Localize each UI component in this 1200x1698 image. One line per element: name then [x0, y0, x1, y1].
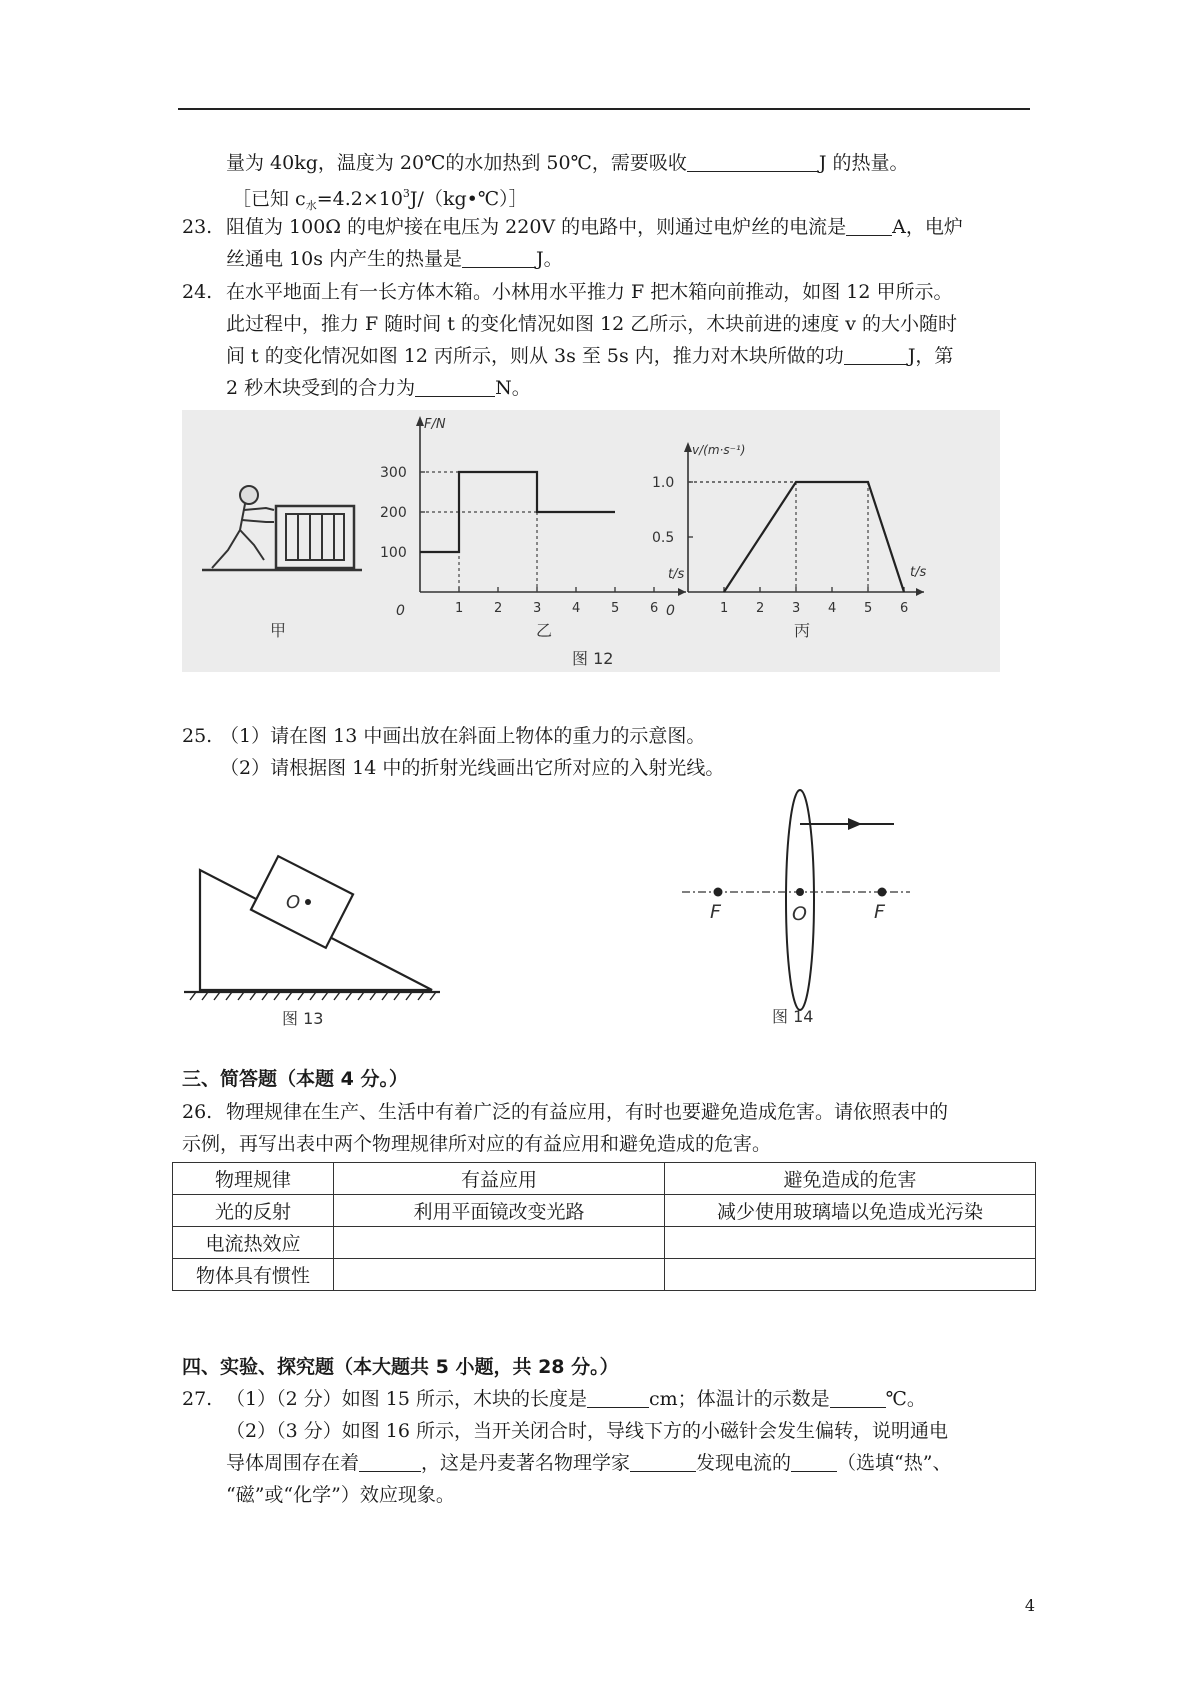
figure-13-point-o: O — [286, 892, 301, 913]
answer-cell[interactable] — [334, 1227, 665, 1259]
q27-line2: （2）（3 分）如图 16 所示，当开关闭合时，导线下方的小磁针会发生偏转，说明通电 — [226, 1420, 948, 1442]
q24-number: 24. — [182, 281, 213, 303]
q24-line4 — [226, 375, 531, 401]
q27-text-e: ，这是丹麦著名物理学家 — [421, 1452, 631, 1474]
q25-number: 25. — [182, 725, 213, 747]
x-tick-label: 5 — [864, 601, 873, 616]
q24-text-a: 间 t 的变化情况如图 12 丙所示，则从 3s 至 5s 内，推力对木块所做的功 — [226, 345, 844, 367]
x-tick-label: 4 — [572, 601, 581, 616]
table-header: 物理规律 — [173, 1163, 334, 1195]
q22-given-b: =4.2×10 — [316, 188, 403, 210]
x-tick-label: 4 — [828, 601, 837, 616]
velocity-time-chart — [652, 442, 926, 619]
q24-line3 — [226, 343, 953, 369]
x-tick-label: 3 — [792, 601, 801, 616]
q26-line2: 示例，再写出表中两个物理规律所对应的有益应用和避免造成的危害。 — [182, 1133, 772, 1155]
q23-text-c: 丝通电 10s 内产生的热量是 — [226, 248, 463, 270]
figure-14-caption: 图 14 — [772, 1007, 814, 1026]
velocity-series-line — [724, 482, 904, 592]
answer-blank[interactable] — [630, 1451, 696, 1472]
q27-text-c: ℃。 — [885, 1388, 926, 1410]
q22-line1 — [226, 150, 909, 176]
left-focus-label: F — [710, 901, 721, 923]
y-tick-label: 300 — [380, 465, 407, 481]
q23-line2 — [226, 246, 563, 272]
figure-13-svg — [182, 840, 442, 1030]
ray-arrow-icon — [848, 818, 862, 830]
x-tick-label: 3 — [533, 601, 542, 616]
q25-line2: （2）请根据图 14 中的折射光线画出它所对应的入射光线。 — [220, 757, 725, 779]
q25-line1: （1）请在图 13 中画出放在斜面上物体的重力的示意图。 — [220, 725, 706, 747]
x-tick-label: 5 — [611, 601, 620, 616]
answer-blank[interactable] — [462, 247, 536, 268]
answer-blank[interactable] — [791, 1451, 837, 1472]
section-3-title: 三、简答题（本题 4 分。） — [182, 1068, 408, 1090]
figure-12-caption: 图 12 — [572, 649, 614, 668]
x-tick-label: 6 — [900, 601, 909, 616]
q22-given-sup: 3 — [402, 187, 410, 200]
q23-number: 23. — [182, 216, 213, 238]
ground-hatching — [190, 992, 436, 1000]
q22-text-b: J 的热量。 — [818, 152, 909, 174]
q27-text-f: 发现电流的 — [696, 1452, 792, 1474]
table-cell: 减少使用玻璃墙以免造成光污染 — [665, 1195, 1036, 1227]
x-tick-label: 6 — [650, 601, 659, 616]
figure-12-label-bing: 丙 — [794, 621, 811, 640]
q23-text-d: J。 — [536, 248, 563, 270]
velocity-chart-ylabel: v/(m·s⁻¹) — [692, 443, 746, 457]
force-chart-origin: 0 — [396, 603, 405, 619]
q23-text-b: A，电炉 — [892, 216, 963, 238]
table-header-row — [173, 1163, 1036, 1195]
q27-line1 — [226, 1386, 926, 1412]
physics-law-table — [172, 1162, 1036, 1291]
force-time-chart — [380, 416, 686, 619]
q27-text-b: cm；体温计的示数是 — [648, 1388, 830, 1410]
figure-13 — [182, 840, 442, 1030]
table-row — [173, 1195, 1036, 1227]
table-cell: 电流热效应 — [173, 1227, 334, 1259]
answer-blank[interactable] — [587, 1387, 649, 1408]
answer-blank[interactable] — [830, 1387, 886, 1408]
q24-line1: 在水平地面上有一长方体木箱。小林用水平推力 F 把木箱向前推动，如图 12 甲所示。 — [226, 281, 953, 303]
figure-12-label-jia: 甲 — [270, 621, 287, 640]
q27-line3 — [226, 1450, 951, 1476]
velocity-chart-xlabel: t/s — [910, 565, 927, 580]
q27-line4: “磁”或“化学”）效应现象。 — [226, 1484, 455, 1506]
figure-12 — [182, 410, 1000, 672]
table-header: 避免造成的危害 — [665, 1163, 1036, 1195]
answer-cell[interactable] — [665, 1227, 1036, 1259]
q26-number: 26. — [182, 1101, 213, 1123]
velocity-chart-origin: 0 — [666, 603, 675, 619]
q22-text-a: 量为 40kg，温度为 20℃的水加热到 50℃，需要吸收 — [226, 152, 687, 174]
q27-text-g: （选填“热”、 — [837, 1452, 952, 1474]
q24-text-c: 2 秒木块受到的合力为 — [226, 377, 416, 399]
q26-line1: 物理规律在生产、生活中有着广泛的有益应用，有时也要避免造成危害。请依照表中的 — [226, 1101, 949, 1123]
optical-center-dot — [796, 888, 804, 896]
q27-number: 27. — [182, 1388, 213, 1410]
answer-cell[interactable] — [665, 1259, 1036, 1291]
x-tick-label: 2 — [494, 601, 503, 616]
table-cell: 物体具有惯性 — [173, 1259, 334, 1291]
section-4-title: 四、实验、探究题（本大题共 5 小题，共 28 分。） — [182, 1356, 619, 1378]
answer-blank[interactable] — [844, 344, 908, 365]
q22-given-sub: 水 — [305, 199, 317, 212]
person-pushing-box-illustration — [202, 486, 362, 570]
right-focus-label: F — [874, 901, 885, 923]
q27-text-d: 导体周围存在着 — [226, 1452, 360, 1474]
figure-13-caption: 图 13 — [282, 1009, 324, 1028]
q24-line2: 此过程中，推力 F 随时间 t 的变化情况如图 12 乙所示，木块前进的速度 v 的大小随时 — [226, 313, 958, 335]
q23-line1 — [226, 214, 963, 240]
y-tick-label: 100 — [380, 545, 407, 561]
q23-text-a: 阻值为 100Ω 的电炉接在电压为 220V 的电路中，则通过电炉丝的电流是 — [226, 216, 847, 238]
y-tick-label: 0.5 — [652, 530, 675, 546]
page-number: 4 — [1024, 1596, 1035, 1615]
q24-text-d: N。 — [495, 377, 531, 399]
table-cell: 利用平面镜改变光路 — [334, 1195, 665, 1227]
figure-14-svg — [676, 786, 916, 1031]
figure-12-label-yi: 乙 — [536, 621, 553, 640]
answer-blank[interactable] — [846, 215, 892, 236]
block-on-incline — [251, 856, 353, 948]
center-of-mass-dot — [305, 899, 311, 905]
right-focus-dot — [878, 888, 887, 897]
figure-14 — [676, 786, 916, 1031]
figure-12-svg — [182, 410, 1000, 672]
y-tick-label: 1.0 — [652, 475, 675, 491]
table-cell: 光的反射 — [173, 1195, 334, 1227]
q24-text-b: J，第 — [907, 345, 954, 367]
q22-given-c: J/（kg•℃）］ — [409, 188, 528, 210]
table-row — [173, 1227, 1036, 1259]
x-tick-label: 1 — [720, 601, 729, 616]
q27-text-a: （1）（2 分）如图 15 所示，木块的长度是 — [226, 1388, 587, 1410]
answer-blank[interactable] — [687, 151, 819, 172]
x-tick-label: 2 — [756, 601, 765, 616]
left-focus-dot — [714, 888, 723, 897]
y-tick-label: 200 — [380, 505, 407, 521]
force-chart-ylabel: F/N — [424, 417, 446, 432]
header-rule — [178, 108, 1030, 110]
table-row — [173, 1259, 1036, 1291]
force-chart-xlabel: t/s — [668, 567, 685, 582]
optical-center-label: O — [792, 903, 807, 925]
x-tick-label: 1 — [455, 601, 464, 616]
answer-cell[interactable] — [334, 1259, 665, 1291]
q22-given-a: ［已知 c — [232, 188, 306, 210]
table-header: 有益应用 — [334, 1163, 665, 1195]
answer-blank[interactable] — [359, 1451, 421, 1472]
answer-blank[interactable] — [415, 376, 495, 397]
